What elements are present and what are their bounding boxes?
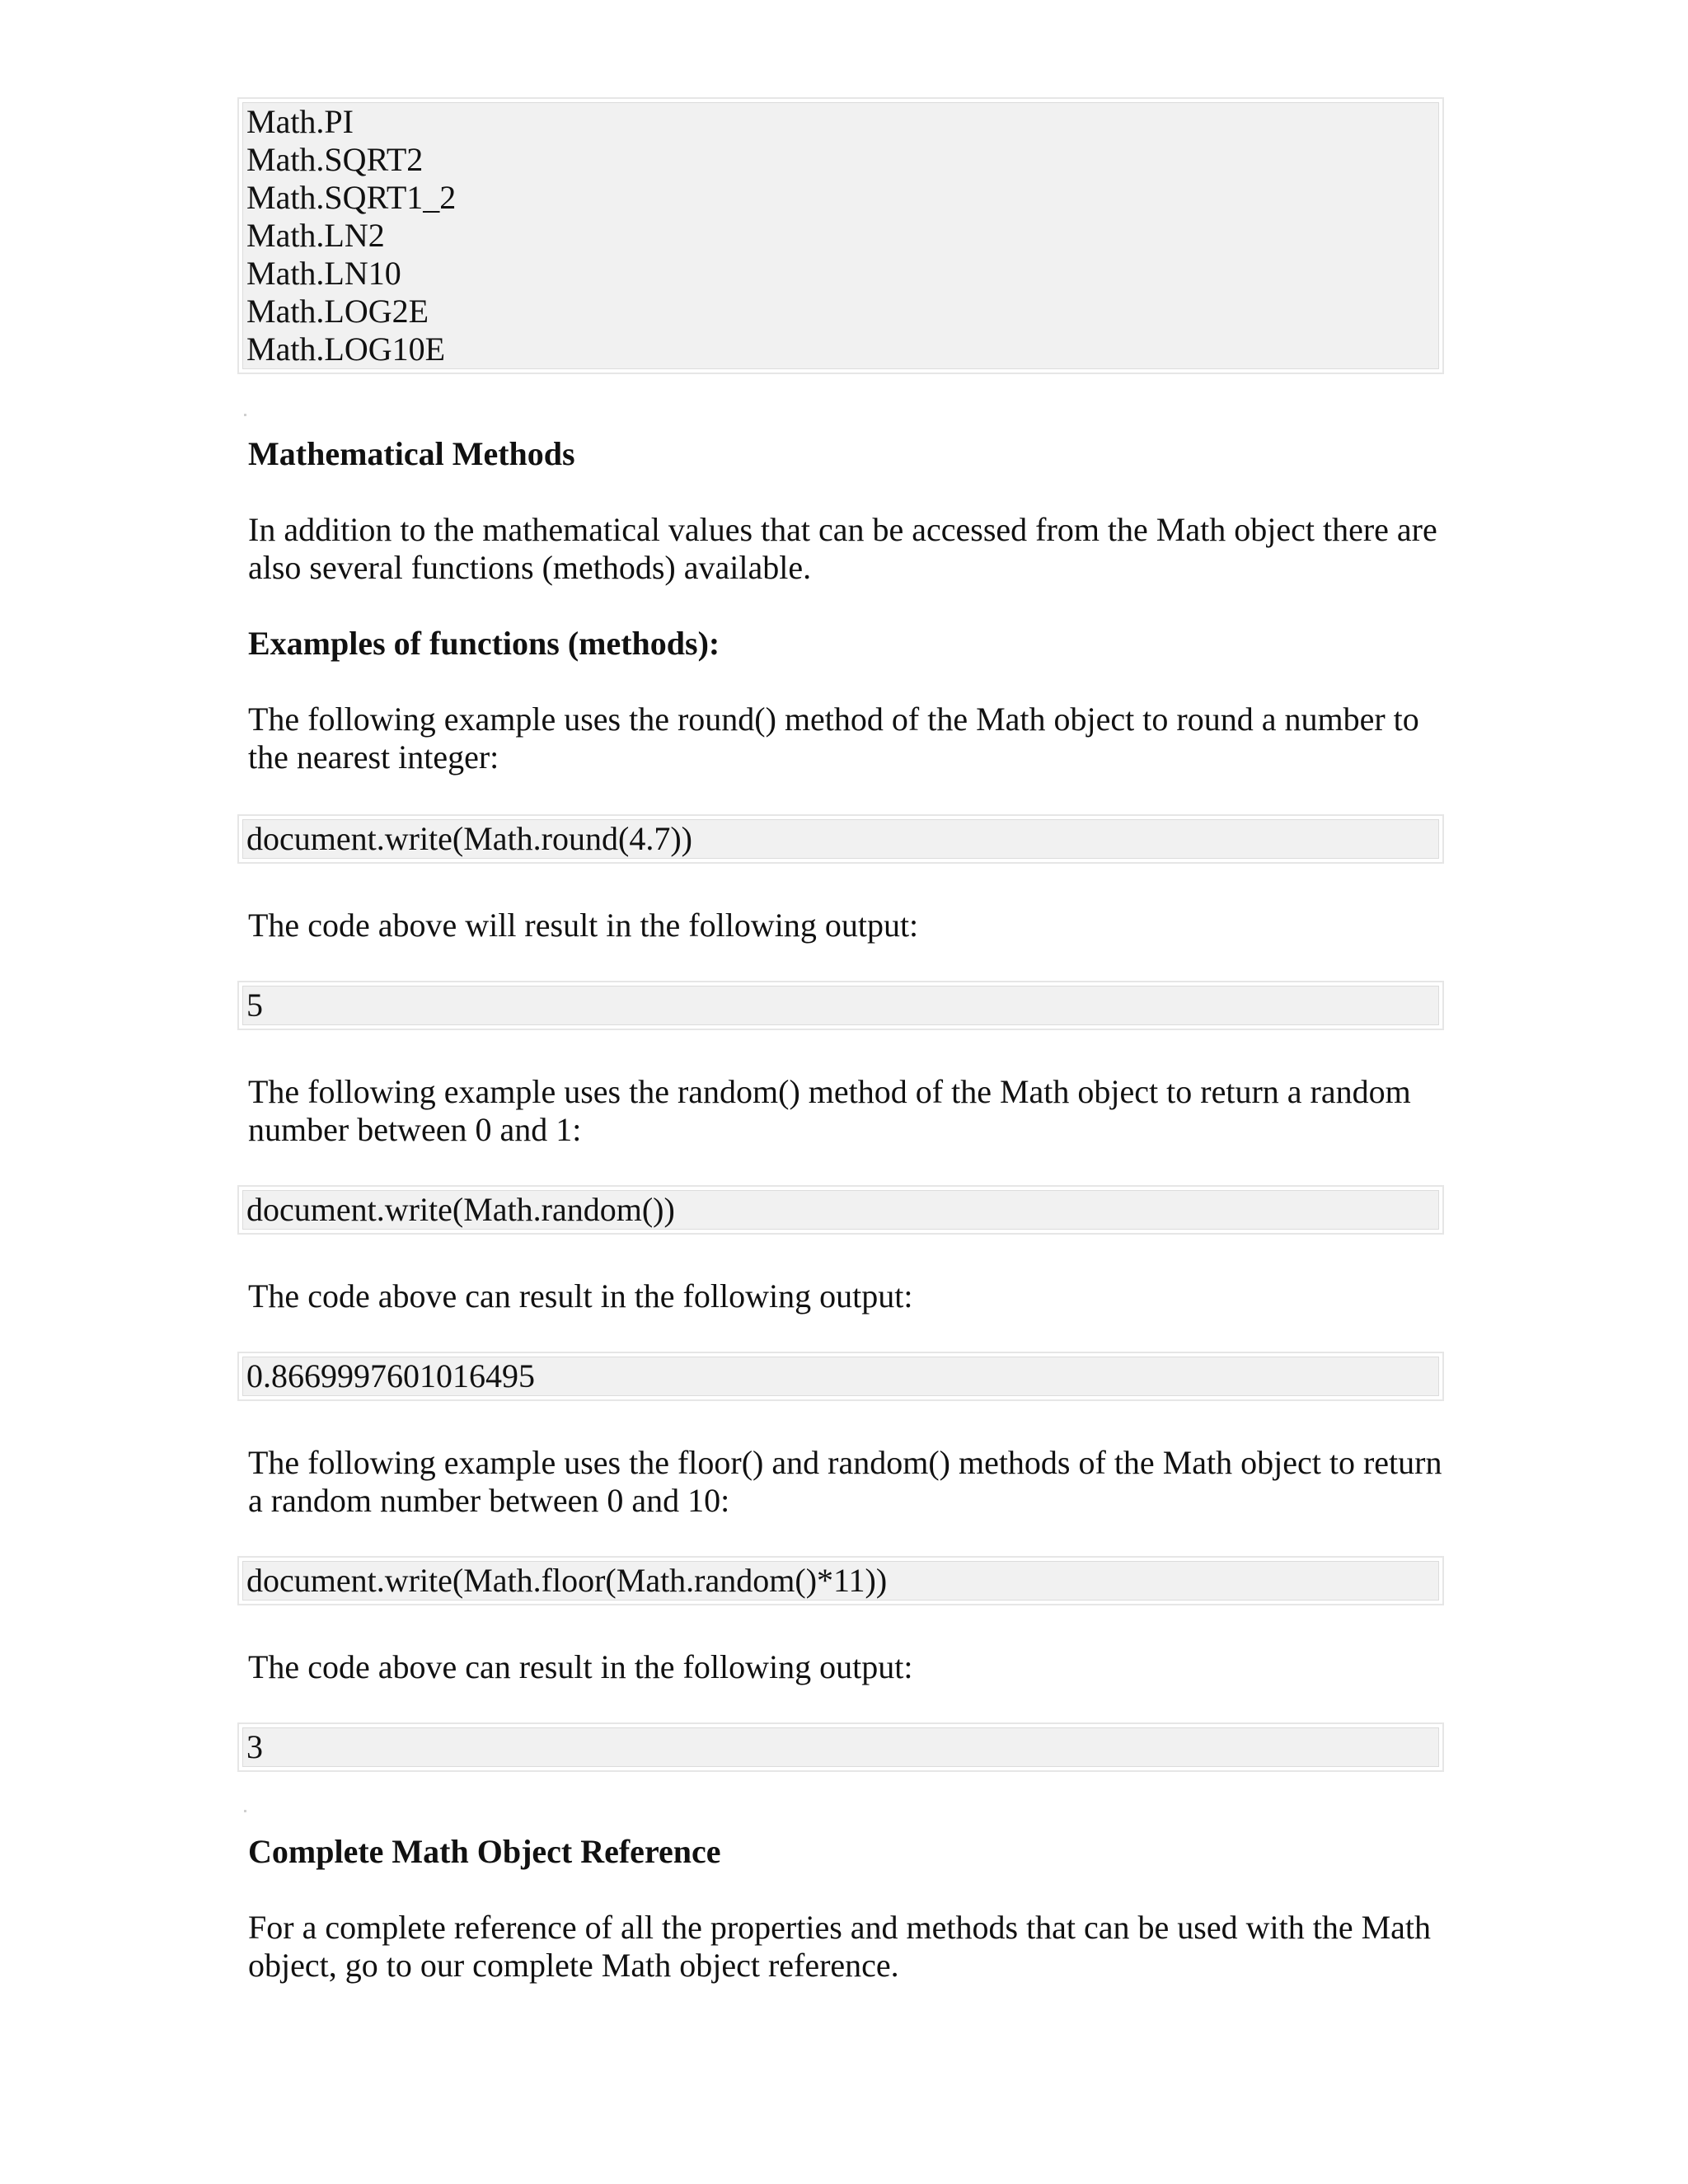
round-output: 5 [246,987,263,1024]
divider-dot [244,414,246,416]
random-code-block [237,1185,1444,1235]
examples-heading: Examples of functions (methods): [248,625,720,662]
random-output-block [237,1352,1444,1401]
floor-code: document.write(Math.floor(Math.random()*11)) [246,1562,888,1599]
constants-code-inner [242,102,1439,369]
round-output-label: The code above will result in the following output: [248,907,919,944]
constants-code-block [237,97,1444,374]
floor-description: The following example uses the floor() and random() methods of the Math object to return a random number between 0 and 10: [248,1444,1442,1519]
random-description: The following example uses the random() method of the Math object to return a random number between 0 and 1: [248,1073,1411,1148]
round-code: document.write(Math.round(4.7)) [246,820,692,857]
code-line: Math.LOG10E [246,330,446,368]
random-output-label: The code above can result in the following output: [248,1277,913,1315]
code-line: Math.LOG2E [246,293,429,330]
round-output-block [237,981,1444,1030]
code-line: Math.LN10 [246,255,401,292]
floor-code-block [237,1556,1444,1605]
code-line: Math.SQRT2 [246,141,424,178]
reference-text: For a complete reference of all the properties and methods that can be used with the Math object, go to our complete Math object reference. [248,1909,1432,1984]
round-description: The following example uses the round() method of the Math object to round a number to the nearest integer: [248,701,1419,776]
round-code-block [237,814,1444,864]
code-line: Math.SQRT1_2 [246,179,457,216]
methods-intro: In addition to the mathematical values that can be accessed from the Math object there are also several functions (methods) available. [248,511,1437,586]
floor-output: 3 [246,1728,263,1765]
divider-dot [244,1810,246,1812]
reference-heading: Complete Math Object Reference [248,1833,721,1870]
methods-heading: Mathematical Methods [248,435,575,472]
code-line: Math.LN2 [246,217,385,254]
code-line: Math.PI [246,103,354,140]
floor-output-block [237,1722,1444,1772]
random-output: 0.8669997601016495 [246,1357,535,1394]
random-code: document.write(Math.random()) [246,1191,675,1228]
floor-output-label: The code above can result in the following output: [248,1648,913,1685]
